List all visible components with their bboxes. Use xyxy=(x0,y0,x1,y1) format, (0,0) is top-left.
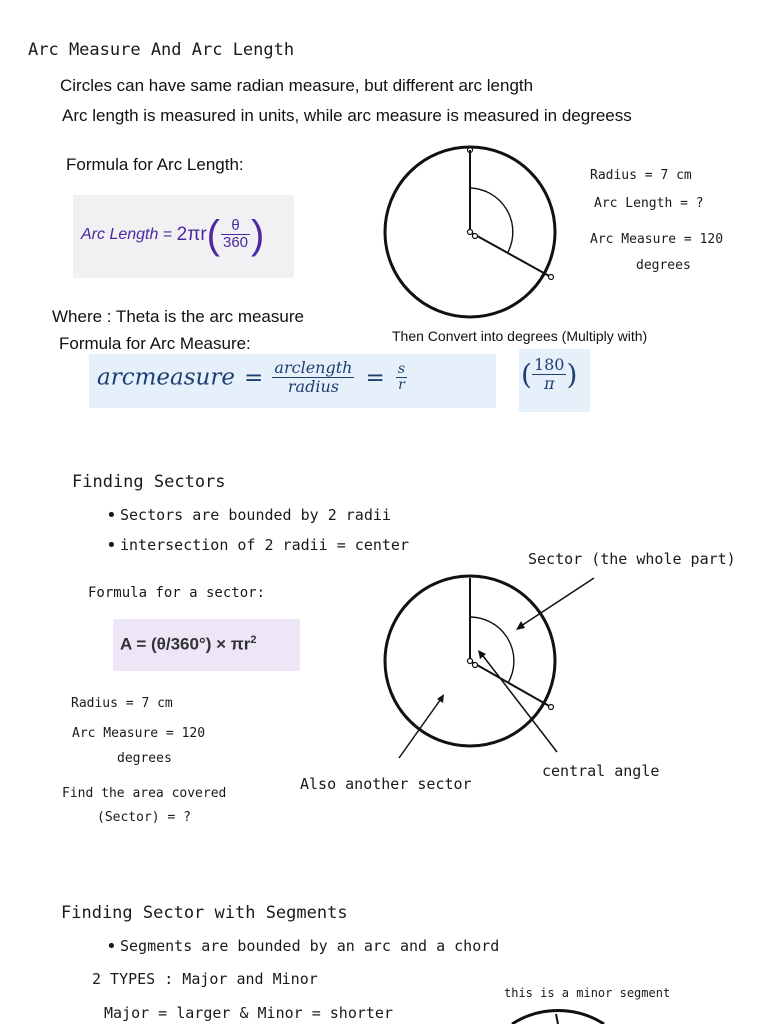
section-title-finding-sectors: Finding Sectors xyxy=(72,472,226,492)
given-radius-2: Radius = 7 cm xyxy=(71,696,173,711)
two-types-line: 2 TYPES : Major and Minor xyxy=(92,970,318,988)
arc-length-lhs: Arc Length xyxy=(81,226,159,243)
label-another-sector: Also another sector xyxy=(300,775,472,793)
label-whole-sector: Sector (the whole part) xyxy=(528,550,736,568)
180-over-pi: $\frac{180}{\pi}$ xyxy=(533,355,565,393)
section-title-arc-measure: Arc Measure And Arc Length xyxy=(28,40,295,60)
arc-measure-formula-label: Formula for Arc Measure: xyxy=(59,334,251,353)
sector-bullet-1: • Sectors are bounded by 2 radii xyxy=(104,506,409,536)
find-area-line-2: (Sector) = ? xyxy=(97,810,191,825)
given-arc-length: Arc Length = ? xyxy=(594,196,704,211)
label-central-angle: central angle xyxy=(542,762,660,780)
arc-length-coef: 2πr xyxy=(176,224,207,245)
intro-line-2: Arc length is measured in units, while arc measure is measured in degreess xyxy=(62,106,632,125)
given-degrees-2: degrees xyxy=(117,751,172,766)
arc-measure-eq: = xyxy=(244,364,264,391)
given-arc-measure-2: Arc Measure = 120 xyxy=(72,726,206,741)
arclength-over-radius: $\frac{\text{arclength}}{\text{radius}}$ xyxy=(274,358,353,396)
arc-measure-eq2: = xyxy=(365,364,385,391)
sector-bullet-2: • intersection of 2 radii = center xyxy=(104,536,409,566)
major-minor-line: Major = larger & Minor = shorter xyxy=(104,1004,393,1022)
find-area-line-1: Find the area covered xyxy=(62,786,227,801)
sector-formula: $A = (\theta/360^\circ) \times \pi r^2$ xyxy=(120,634,257,654)
where-theta-line: Where : Theta is the arc measure xyxy=(52,307,304,326)
intro-line-1: Circles can have same radian measure, but different arc length xyxy=(60,76,534,95)
given-degrees-1: degrees xyxy=(636,258,691,273)
s-over-r: $\frac{s}{r}$ xyxy=(397,361,406,393)
paren-open: ( xyxy=(206,213,220,257)
given-arc-measure-1: Arc Measure = 120 xyxy=(590,232,724,247)
given-radius-1: Radius = 7 cm xyxy=(590,168,692,183)
arc-measure-lhs: arcmeasure xyxy=(97,364,235,391)
convert-degrees-note: Then Convert into degrees (Multiply with) xyxy=(392,328,648,344)
paren-close: ) xyxy=(251,213,265,257)
conversion-factor: ( $\frac{180}{\pi}$ ) xyxy=(521,355,578,393)
section-title-segments: Finding Sector with Segments xyxy=(61,903,348,923)
segment-bullet-1: • Segments are bounded by an arc and a chord xyxy=(104,937,499,967)
theta-over-360: $\frac{\theta}{360}$ xyxy=(222,217,249,252)
arc-length-eq: = xyxy=(162,226,173,243)
sector-formula-label: Formula for a sector: xyxy=(88,585,266,601)
minor-segment-note: this is a minor segment xyxy=(504,986,671,1000)
arc-length-formula-label: Formula for Arc Length: xyxy=(66,155,244,174)
